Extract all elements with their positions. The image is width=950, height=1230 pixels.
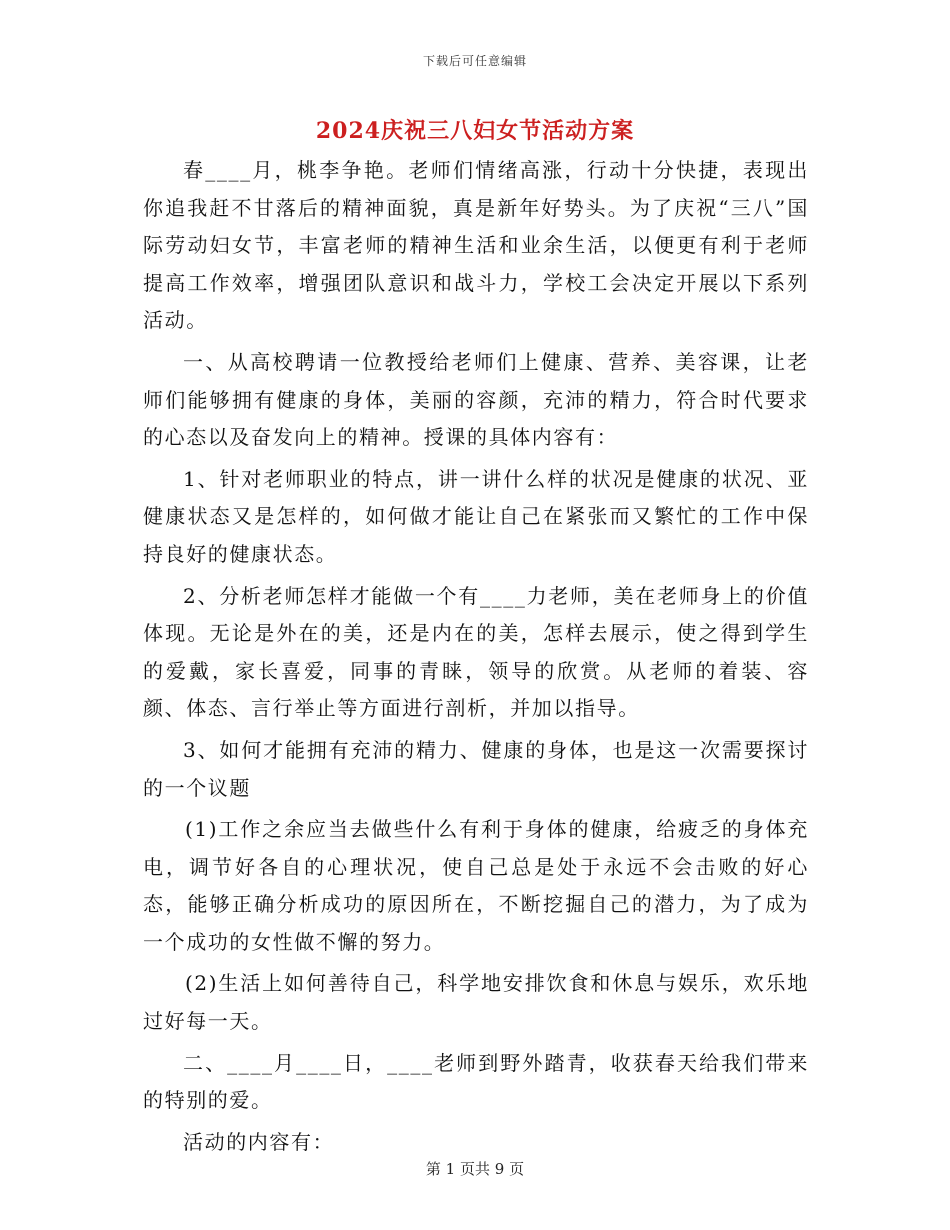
paragraph-section-two: 二、____月____日，____老师到野外踏青，收获春天给我们带来的特别的爱。	[143, 1050, 809, 1113]
paragraph-item-1: 1、针对老师职业的特点，讲一讲什么样的状况是健康的状况、亚健康状态又是怎样的，如何做才能让自己在紧张而又繁忙的工作中保持良好的健康状态。	[143, 466, 809, 566]
paragraph-item-3: 3、如何才能拥有充沛的精力、健康的身体，也是这一次需要探讨的一个议题	[143, 737, 809, 800]
paragraph-subitem-2: (2)生活上如何善待自己，科学地安排饮食和休息与娱乐，欢乐地过好每一天。	[143, 971, 809, 1034]
page-number: 第 1 页共 9 页	[425, 1160, 525, 1178]
document-title: 2024庆祝三八妇女节活动方案	[315, 118, 635, 144]
paragraph-activity-content: 活动的内容有：	[183, 1129, 335, 1154]
paragraph-section-one: 一、从高校聘请一位教授给老师们上健康、营养、美容课，让老师们能够拥有健康的身体，美丽的容颜，充沛的精力，符合时代要求的心态以及奋发向上的精神。授课的具体内容有：	[143, 349, 809, 450]
paragraph-subitem-1: (1)工作之余应当去做些什么有利于身体的健康，给疲乏的身体充电，调节好各自的心理状况，使自己总是处于永远不会击败的好心态，能够正确分析成功的原因所在，不断挖掘自己的潜力，为了成为一个成功的女性做不懈的努力。	[143, 817, 809, 954]
paragraph-intro: 春____月，桃李争艳。老师们情绪高涨，行动十分快捷，表现出你追我赶不甘落后的精神面貌，真是新年好势头。为了庆祝“三八”国际劳动妇女节，丰富老师的精神生活和业余生活，以便更有利于老师提高工作效率，增强团队意识和战斗力，学校工会决定开展以下系列活动。	[143, 158, 809, 333]
header-note: 下载后可任意编辑	[422, 54, 527, 68]
paragraph-item-2: 2、分析老师怎样才能做一个有____力老师，美在老师身上的价值体现。无论是外在的美，还是内在的美，怎样去展示，使之得到学生的爱戴，家长喜爱，同事的青睐，领导的欣赏。从老师的着装、容颜、体态、言行举止等方面进行剖析，并加以指导。	[143, 583, 809, 721]
document-body	[143, 152, 809, 1165]
